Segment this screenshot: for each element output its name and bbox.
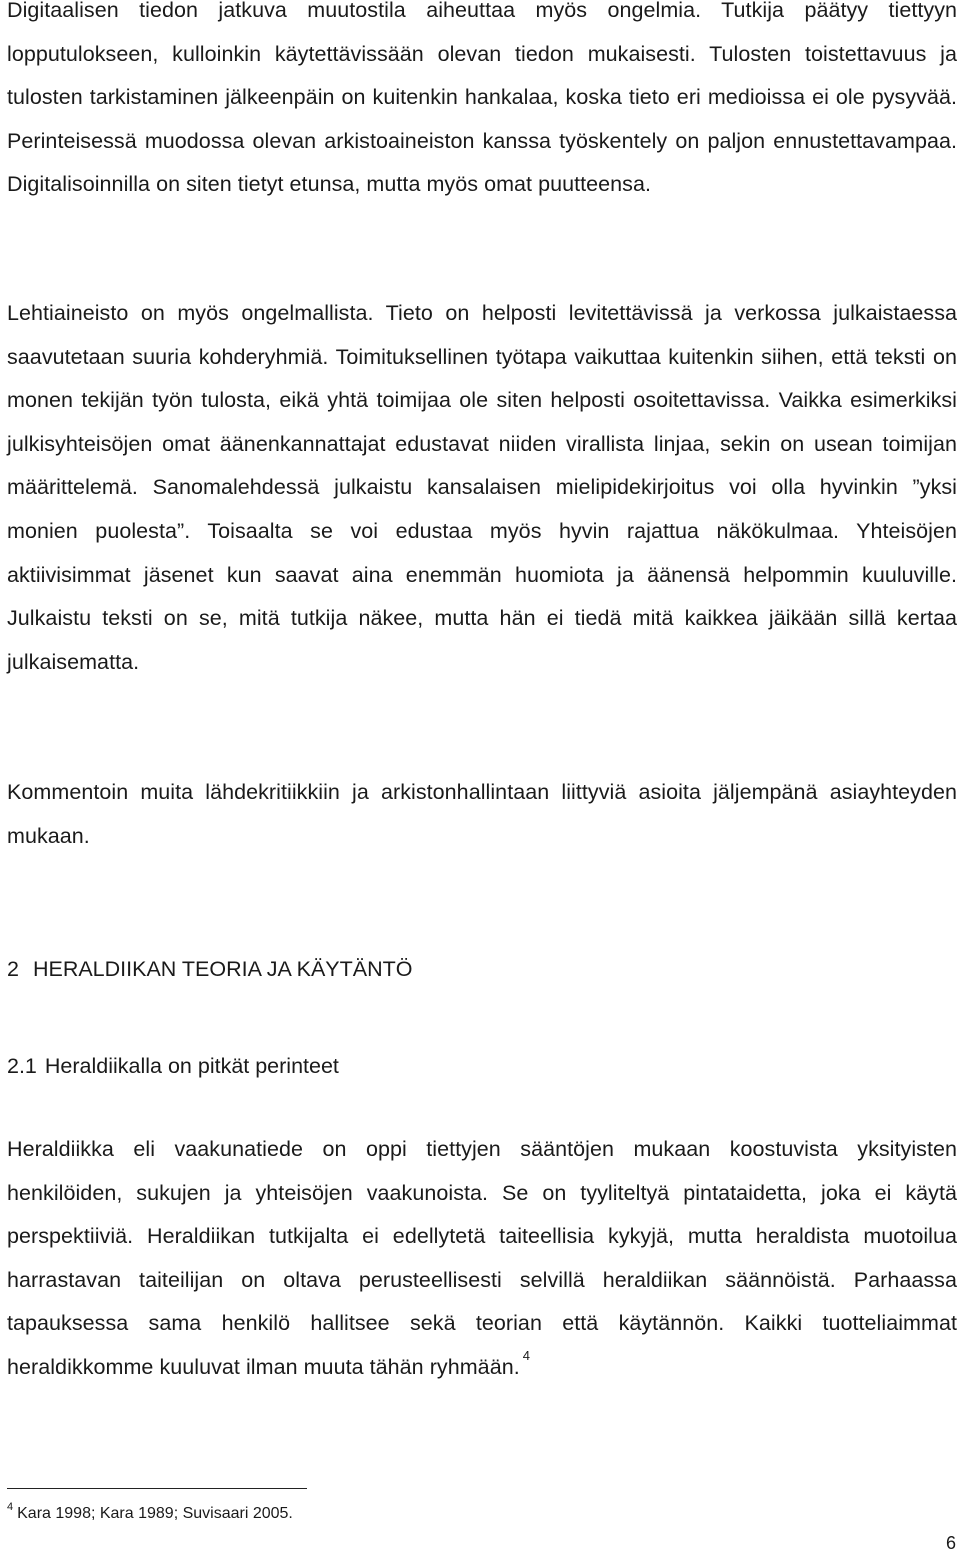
footnote-text: Kara 1998; Kara 1989; Suvisaari 2005.: [17, 1505, 293, 1522]
paragraph-commentary-note: Kommentoin muita lähdekritiikkiin ja arkistonhallintaan liittyviä asioita jäljempänä asiayhteyden mukaan.: [7, 780, 957, 848]
subsection-title: Heraldiikalla on pitkät perinteet: [44, 1054, 339, 1078]
subsection-heading: [7, 1051, 339, 1081]
paragraph-heraldry-text: Heraldiikka eli vaakunatiede on oppi tiettyjen sääntöjen mukaan koostuvista yksityisten henkilöiden, sukujen ja yhteisöjen vaakunoista. Se on tyyliteltyä pintataidetta, joka ei käytä perspektiiviä. Heraldiikan tutkijalta ei edellytetä taiteellisia kykyjä, mutta heraldista muotoilua harrastavan taiteilijan on oltava perusteellisesti selvillä heraldiikan säännöistä. Parhaassa tapauksessa sama henkilö hallitsee sekä teorian että käytännön. Kaikki tuotteliaimmat heraldikkomme kuuluvat ilman muuta tähän ryhmään.: [7, 1137, 957, 1379]
footnote-separator: [7, 1488, 307, 1489]
footnote-reference[interactable]: 4: [522, 1347, 531, 1363]
footnote-marker: 4: [7, 1501, 14, 1513]
footnote: [7, 1503, 293, 1526]
subsection-number: 2.1: [7, 1054, 37, 1078]
section-heading: [7, 954, 413, 984]
section-number: 2: [7, 957, 19, 981]
section-title: HERALDIIKAN TEORIA JA KÄYTÄNTÖ: [32, 957, 413, 981]
paragraph-newspaper-material: Lehtiaineisto on myös ongelmallista. Tieto on helposti levitettävissä ja verkossa julkaistaessa saavutetaan suuria kohderyhmiä. Toimituksellinen työtapa vaikuttaa kuitenkin siihen, että teksti on monen tekijän työn tulosta, eikä yhtä toimijaa ole siten helposti osoitettavissa. Vaikka esimerkiksi julkisyhteisöjen omat äänenkannattajat edustavat niiden virallista linjaa, sekin on usean toimijan määrittelemä. Sanomalehdessä julkaistu kansalaisen mielipidekirjoitus voi olla hyvinkin ”yksi monien puolesta”. Toisaalta se voi edustaa myös hyvin rajattua näkökulmaa. Yhteisöjen aktiivisimmat jäsenet kun saavat aina enemmän huomiota ja äänensä helpommin kuuluville. Julkaistu teksti on se, mitä tutkija näkee, mutta hän ei tiedä mitä kaikkea jäikään sillä kertaa julkaisematta.: [7, 301, 957, 674]
paragraph-heraldry: [7, 1128, 957, 1392]
paragraph-digital-data: Digitaalisen tiedon jatkuva muutostila aiheuttaa myös ongelmia. Tutkija päätyy tiettyyn lopputulokseen, kulloinkin käytettävissään olevan tiedon mukaisesti. Tulosten toistettavuus ja tulosten tarkistaminen jälkeenpäin on kuitenkin hankalaa, koska tieto eri medioissa ei ole pysyvää. Perinteisessä muodossa olevan arkistoaineiston kanssa työskentely on paljon ennustettavampaa. Digitalisoinnilla on siten tietyt etunsa, mutta myös omat puutteensa.: [7, 0, 957, 197]
page-number: 6: [945, 1533, 956, 1553]
